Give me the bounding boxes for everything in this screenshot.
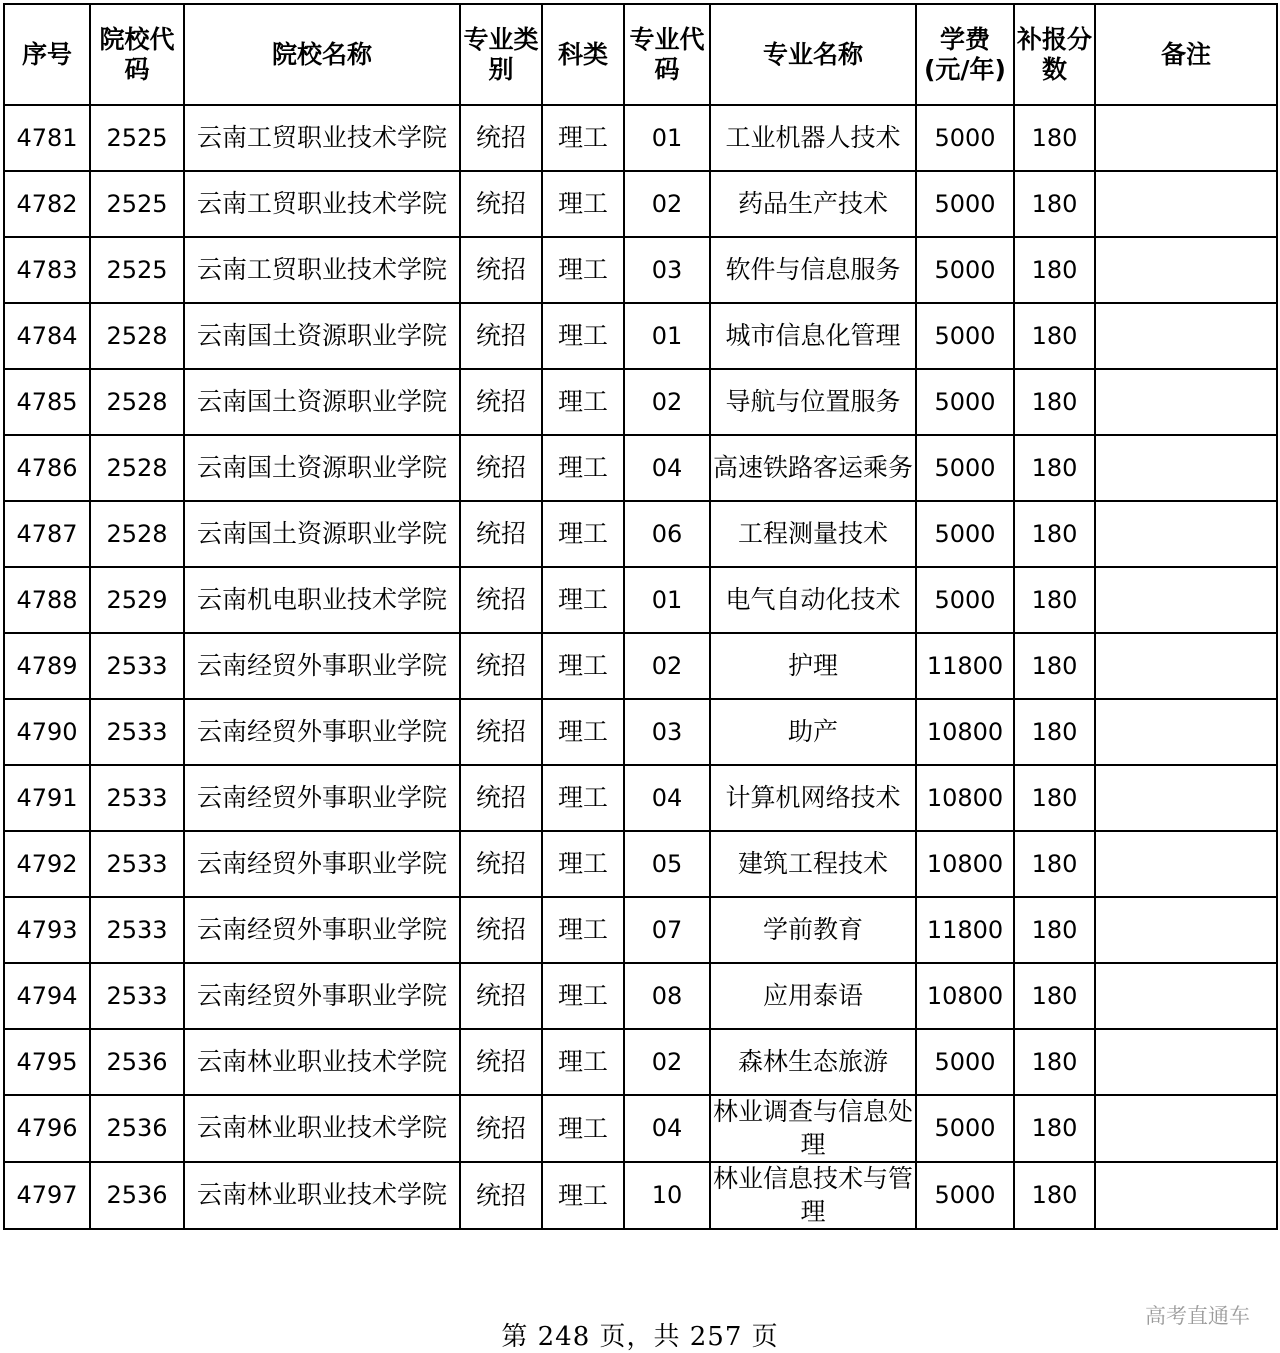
cell-major-code: 03 — [624, 699, 710, 765]
cell-major-type: 统招 — [460, 1095, 542, 1162]
cell-tuition: 10800 — [916, 765, 1014, 831]
cell-subject: 理工 — [542, 831, 624, 897]
header-seq: 序号 — [4, 4, 90, 105]
cell-score: 180 — [1014, 1095, 1095, 1162]
cell-subject: 理工 — [542, 963, 624, 1029]
cell-subject: 理工 — [542, 765, 624, 831]
cell-major-type: 统招 — [460, 435, 542, 501]
cell-major-code: 04 — [624, 1095, 710, 1162]
cell-remark — [1095, 633, 1277, 699]
cell-major-type: 统招 — [460, 105, 542, 171]
cell-school-name: 云南国土资源职业学院 — [184, 303, 460, 369]
table-row — [4, 765, 1277, 831]
cell-major-type: 统招 — [460, 765, 542, 831]
cell-seq: 4781 — [4, 105, 90, 171]
cell-school-code: 2533 — [90, 897, 184, 963]
cell-tuition: 11800 — [916, 633, 1014, 699]
cell-school-code: 2528 — [90, 435, 184, 501]
cell-school-code: 2525 — [90, 237, 184, 303]
cell-major-type: 统招 — [460, 237, 542, 303]
cell-tuition: 5000 — [916, 567, 1014, 633]
cell-school-code: 2533 — [90, 963, 184, 1029]
cell-school-name: 云南经贸外事职业学院 — [184, 633, 460, 699]
cell-remark — [1095, 699, 1277, 765]
cell-score: 180 — [1014, 699, 1095, 765]
cell-subject: 理工 — [542, 435, 624, 501]
cell-school-code: 2528 — [90, 303, 184, 369]
cell-tuition: 5000 — [916, 1095, 1014, 1162]
cell-subject: 理工 — [542, 567, 624, 633]
cell-school-name: 云南工贸职业技术学院 — [184, 171, 460, 237]
cell-major-code: 08 — [624, 963, 710, 1029]
header-tuition: 学费(元/年) — [916, 4, 1014, 105]
table-row — [4, 435, 1277, 501]
cell-subject: 理工 — [542, 171, 624, 237]
table-header-row — [4, 4, 1277, 105]
cell-score: 180 — [1014, 633, 1095, 699]
cell-tuition: 11800 — [916, 897, 1014, 963]
cell-subject: 理工 — [542, 237, 624, 303]
table-row — [4, 1095, 1277, 1162]
table-row — [4, 567, 1277, 633]
cell-school-name: 云南工贸职业技术学院 — [184, 105, 460, 171]
cell-major-code: 02 — [624, 1029, 710, 1095]
cell-score: 180 — [1014, 501, 1095, 567]
cell-subject: 理工 — [542, 633, 624, 699]
cell-major-type: 统招 — [460, 303, 542, 369]
header-major-code: 专业代码 — [624, 4, 710, 105]
cell-score: 180 — [1014, 831, 1095, 897]
cell-school-code: 2533 — [90, 633, 184, 699]
cell-school-name: 云南国土资源职业学院 — [184, 435, 460, 501]
cell-seq: 4786 — [4, 435, 90, 501]
cell-major-type: 统招 — [460, 963, 542, 1029]
cell-major-code: 06 — [624, 501, 710, 567]
cell-score: 180 — [1014, 897, 1095, 963]
cell-seq: 4785 — [4, 369, 90, 435]
cell-subject: 理工 — [542, 105, 624, 171]
cell-major-type: 统招 — [460, 369, 542, 435]
cell-subject: 理工 — [542, 1095, 624, 1162]
cell-school-code: 2525 — [90, 171, 184, 237]
cell-tuition: 5000 — [916, 105, 1014, 171]
cell-major-code: 01 — [624, 303, 710, 369]
cell-score: 180 — [1014, 963, 1095, 1029]
cell-subject: 理工 — [542, 897, 624, 963]
cell-remark — [1095, 369, 1277, 435]
cell-remark — [1095, 963, 1277, 1029]
table-row — [4, 1162, 1277, 1229]
header-school-name: 院校名称 — [184, 4, 460, 105]
page-footer: 第 248 页，共 257 页 — [501, 1322, 779, 1352]
cell-major-name: 护理 — [710, 633, 916, 699]
admission-table — [3, 3, 1278, 1230]
cell-school-name: 云南机电职业技术学院 — [184, 567, 460, 633]
cell-score: 180 — [1014, 171, 1095, 237]
cell-tuition: 5000 — [916, 1162, 1014, 1229]
cell-score: 180 — [1014, 237, 1095, 303]
cell-major-type: 统招 — [460, 171, 542, 237]
cell-major-code: 02 — [624, 171, 710, 237]
cell-seq: 4796 — [4, 1095, 90, 1162]
cell-major-name: 电气自动化技术 — [710, 567, 916, 633]
cell-score: 180 — [1014, 765, 1095, 831]
cell-major-name: 森林生态旅游 — [710, 1029, 916, 1095]
cell-school-name: 云南经贸外事职业学院 — [184, 699, 460, 765]
cell-tuition: 5000 — [916, 501, 1014, 567]
cell-subject: 理工 — [542, 1162, 624, 1229]
cell-remark — [1095, 435, 1277, 501]
cell-major-name: 建筑工程技术 — [710, 831, 916, 897]
cell-major-name: 城市信息化管理 — [710, 303, 916, 369]
cell-school-code: 2529 — [90, 567, 184, 633]
cell-school-code: 2528 — [90, 501, 184, 567]
cell-school-code: 2533 — [90, 699, 184, 765]
cell-school-code: 2525 — [90, 105, 184, 171]
cell-major-code: 05 — [624, 831, 710, 897]
cell-school-name: 云南林业职业技术学院 — [184, 1095, 460, 1162]
cell-major-type: 统招 — [460, 831, 542, 897]
cell-remark — [1095, 105, 1277, 171]
table-row — [4, 501, 1277, 567]
table-row — [4, 369, 1277, 435]
cell-tuition: 5000 — [916, 237, 1014, 303]
cell-school-name: 云南经贸外事职业学院 — [184, 897, 460, 963]
cell-tuition: 5000 — [916, 1029, 1014, 1095]
cell-major-type: 统招 — [460, 633, 542, 699]
cell-major-code: 01 — [624, 567, 710, 633]
cell-school-code: 2533 — [90, 765, 184, 831]
cell-school-name: 云南国土资源职业学院 — [184, 501, 460, 567]
cell-subject: 理工 — [542, 369, 624, 435]
header-subject: 科类 — [542, 4, 624, 105]
cell-seq: 4797 — [4, 1162, 90, 1229]
cell-subject: 理工 — [542, 501, 624, 567]
cell-subject: 理工 — [542, 1029, 624, 1095]
cell-tuition: 10800 — [916, 963, 1014, 1029]
cell-score: 180 — [1014, 567, 1095, 633]
cell-major-code: 07 — [624, 897, 710, 963]
watermark: 高考直通车 — [1145, 1304, 1250, 1328]
cell-tuition: 5000 — [916, 369, 1014, 435]
cell-seq: 4787 — [4, 501, 90, 567]
cell-major-code: 10 — [624, 1162, 710, 1229]
table-row — [4, 699, 1277, 765]
cell-tuition: 5000 — [916, 303, 1014, 369]
cell-tuition: 10800 — [916, 831, 1014, 897]
table-row — [4, 963, 1277, 1029]
cell-major-type: 统招 — [460, 501, 542, 567]
cell-school-code: 2533 — [90, 831, 184, 897]
cell-remark — [1095, 831, 1277, 897]
cell-seq: 4782 — [4, 171, 90, 237]
cell-subject: 理工 — [542, 303, 624, 369]
cell-tuition: 5000 — [916, 171, 1014, 237]
header-major-type: 专业类别 — [460, 4, 542, 105]
cell-major-code: 01 — [624, 105, 710, 171]
cell-school-name: 云南经贸外事职业学院 — [184, 963, 460, 1029]
cell-remark — [1095, 765, 1277, 831]
cell-major-type: 统招 — [460, 699, 542, 765]
cell-seq: 4793 — [4, 897, 90, 963]
table-row — [4, 303, 1277, 369]
cell-remark — [1095, 1162, 1277, 1229]
header-school-code: 院校代码 — [90, 4, 184, 105]
cell-major-type: 统招 — [460, 567, 542, 633]
cell-remark — [1095, 1095, 1277, 1162]
cell-remark — [1095, 303, 1277, 369]
cell-school-name: 云南工贸职业技术学院 — [184, 237, 460, 303]
cell-remark — [1095, 897, 1277, 963]
cell-seq: 4788 — [4, 567, 90, 633]
cell-remark — [1095, 1029, 1277, 1095]
cell-score: 180 — [1014, 1029, 1095, 1095]
cell-seq: 4795 — [4, 1029, 90, 1095]
cell-major-name: 林业信息技术与管理 — [710, 1162, 916, 1229]
cell-seq: 4784 — [4, 303, 90, 369]
admission-table-container — [3, 3, 1276, 1230]
cell-major-name: 导航与位置服务 — [710, 369, 916, 435]
cell-score: 180 — [1014, 369, 1095, 435]
cell-major-name: 助产 — [710, 699, 916, 765]
cell-major-name: 计算机网络技术 — [710, 765, 916, 831]
header-major-name: 专业名称 — [710, 4, 916, 105]
cell-major-name: 学前教育 — [710, 897, 916, 963]
cell-major-code: 04 — [624, 765, 710, 831]
cell-seq: 4792 — [4, 831, 90, 897]
table-row — [4, 105, 1277, 171]
table-row — [4, 171, 1277, 237]
cell-score: 180 — [1014, 1162, 1095, 1229]
cell-major-type: 统招 — [460, 897, 542, 963]
cell-seq: 4791 — [4, 765, 90, 831]
cell-school-code: 2536 — [90, 1095, 184, 1162]
cell-score: 180 — [1014, 105, 1095, 171]
cell-major-name: 高速铁路客运乘务 — [710, 435, 916, 501]
cell-remark — [1095, 237, 1277, 303]
cell-major-code: 03 — [624, 237, 710, 303]
cell-seq: 4789 — [4, 633, 90, 699]
cell-major-name: 工业机器人技术 — [710, 105, 916, 171]
cell-score: 180 — [1014, 435, 1095, 501]
table-row — [4, 237, 1277, 303]
cell-tuition: 5000 — [916, 435, 1014, 501]
header-score: 补报分数 — [1014, 4, 1095, 105]
header-remark: 备注 — [1095, 4, 1277, 105]
cell-school-code: 2528 — [90, 369, 184, 435]
cell-school-name: 云南国土资源职业学院 — [184, 369, 460, 435]
cell-subject: 理工 — [542, 699, 624, 765]
cell-major-code: 04 — [624, 435, 710, 501]
cell-major-code: 02 — [624, 633, 710, 699]
cell-school-code: 2536 — [90, 1029, 184, 1095]
cell-seq: 4783 — [4, 237, 90, 303]
cell-remark — [1095, 567, 1277, 633]
cell-school-name: 云南经贸外事职业学院 — [184, 831, 460, 897]
cell-major-name: 应用泰语 — [710, 963, 916, 1029]
cell-seq: 4790 — [4, 699, 90, 765]
cell-seq: 4794 — [4, 963, 90, 1029]
cell-major-name: 药品生产技术 — [710, 171, 916, 237]
cell-major-name: 工程测量技术 — [710, 501, 916, 567]
cell-school-name: 云南林业职业技术学院 — [184, 1162, 460, 1229]
cell-major-type: 统招 — [460, 1029, 542, 1095]
cell-school-code: 2536 — [90, 1162, 184, 1229]
cell-school-name: 云南林业职业技术学院 — [184, 1029, 460, 1095]
table-row — [4, 897, 1277, 963]
table-row — [4, 831, 1277, 897]
cell-major-code: 02 — [624, 369, 710, 435]
table-body — [4, 105, 1277, 1229]
cell-major-name: 软件与信息服务 — [710, 237, 916, 303]
table-row — [4, 1029, 1277, 1095]
cell-major-type: 统招 — [460, 1162, 542, 1229]
table-row — [4, 633, 1277, 699]
cell-school-name: 云南经贸外事职业学院 — [184, 765, 460, 831]
cell-remark — [1095, 501, 1277, 567]
cell-score: 180 — [1014, 303, 1095, 369]
cell-major-name: 林业调查与信息处理 — [710, 1095, 916, 1162]
cell-remark — [1095, 171, 1277, 237]
cell-tuition: 10800 — [916, 699, 1014, 765]
